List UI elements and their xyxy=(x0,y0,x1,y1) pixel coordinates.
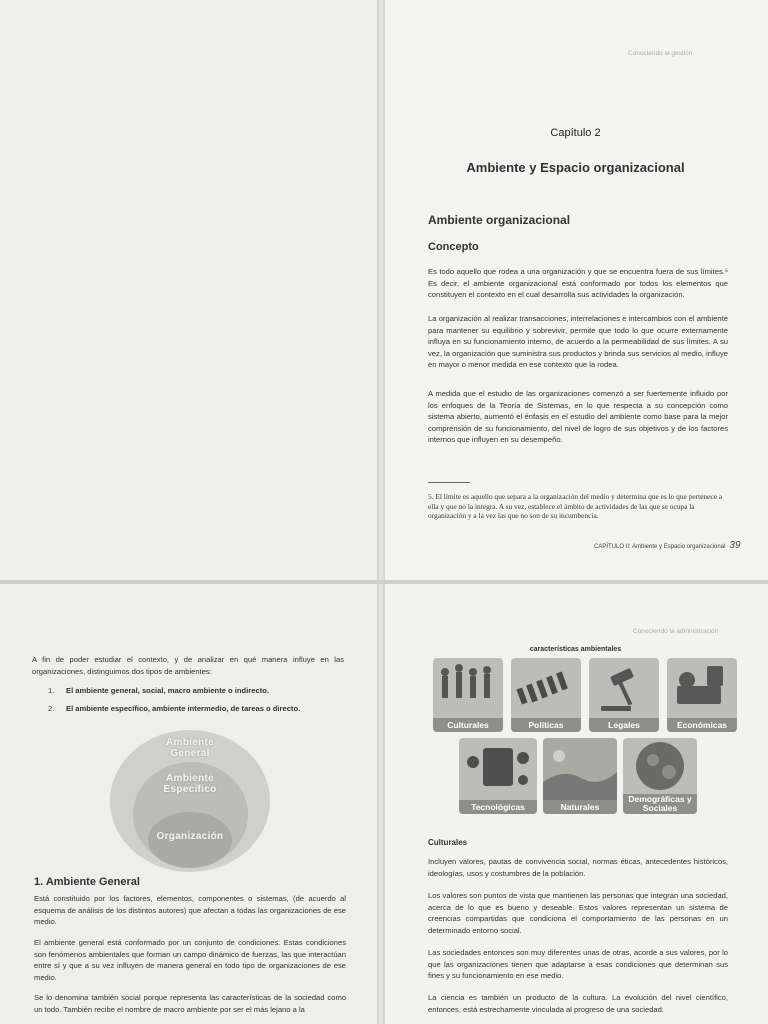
inner-label: Organización xyxy=(156,831,224,842)
page-40 xyxy=(0,582,383,1024)
blank-page-top-left xyxy=(0,0,383,582)
folio-text: CAPÍTULO II: Ambiente y Espacio organizacional xyxy=(594,544,726,550)
people-icon xyxy=(433,658,503,718)
list-number: 1. xyxy=(48,686,55,695)
chapter-label: Capítulo 2 xyxy=(550,127,601,139)
landscape-icon xyxy=(543,738,617,800)
tile-naturales xyxy=(543,738,617,814)
section-heading: Culturales xyxy=(428,838,468,847)
tile-label: Demográficas y Sociales xyxy=(623,794,697,814)
page-39 xyxy=(383,0,768,582)
outer-label: Ambiente General xyxy=(166,737,214,759)
ballot-icon xyxy=(511,658,581,718)
page-number: 39 xyxy=(729,540,741,551)
paragraph-1: Está constituido por los factores, elementos, componentes o sistemas, (de acuerdo al esquema de análisis de los distintos autores) que afectan a todas las organizaciones de ese medio. xyxy=(34,894,346,926)
footnote: 5. El límite es aquello que separa a la organización del medio y determina que es lo que pertenece a ella y que no la integra. A su vez, establece el ámbito de actividades de las que se ocupa la organización y a la vez las que no son de su incumbencia. xyxy=(428,492,723,521)
book-fold xyxy=(377,0,385,1024)
tile-culturales xyxy=(433,658,503,732)
paragraph-2: Los valores son puntos de vista que mantienen las personas que integran una sociedad, acerca de lo que es bueno y deseable. Estos valores representan un sistema de creencias compartidas que condiciona el comportamiento de las personas en un determinado entorno social. xyxy=(428,891,728,935)
paragraph-3: Se lo denomina también social porque representa las características de la sociedad como un todo. También recibe el nombre de macro ambiente por ser el más lejano a la xyxy=(34,993,346,1014)
money-icon xyxy=(667,658,737,718)
technology-icon xyxy=(459,738,537,800)
scan-divider xyxy=(0,580,768,584)
tile-label: Tecnológicas xyxy=(459,800,537,814)
tile-demograficas xyxy=(623,738,697,814)
tile-label: Económicas xyxy=(667,718,737,732)
chapter-title: Ambiente y Espacio organizacional xyxy=(466,160,685,175)
page-folio xyxy=(594,540,741,551)
globe-icon xyxy=(623,738,697,794)
tile-label: Culturales xyxy=(433,718,503,732)
list-text: El ambiente general, social, macro ambiente o indirecto. xyxy=(66,686,269,695)
figure-title: características ambientales xyxy=(529,646,622,653)
list-item-2 xyxy=(48,704,300,713)
paragraph-2: La organización al realizar transacciones, interrelaciones e intercambios con el ambiente para mantener su equilibrio y sobrevivir, permite que todo lo que ocurre externamente influya en su funcionamiento interno, de acuerdo a la permeabilidad de sus límites. A su vez, la organización que suministra sus productos y brinda sus servicios al medio, influye en mayor o menor medida en ese contexto que la rodea. xyxy=(428,314,728,369)
running-head: Conociendo la administración xyxy=(633,628,719,635)
list-text: El ambiente específico, ambiente intermedio, de tareas o directo. xyxy=(66,704,301,713)
list-item-1 xyxy=(48,686,269,695)
tile-label: Naturales xyxy=(543,800,617,814)
tile-legales xyxy=(589,658,659,732)
gavel-icon xyxy=(589,658,659,718)
section-heading: Ambiente organizacional xyxy=(428,213,571,227)
footnote-rule xyxy=(428,482,470,483)
tile-tecnologicas xyxy=(459,738,537,814)
paragraph-1: Es todo aquello que rodea a una organización y que se encuentra fuera de sus límites.⁵ Es decir, el ambiente organizacional está conformado por todos los elementos que constituyen el contexto en el cual desarrolla sus actividades la organización. xyxy=(428,267,728,299)
section-heading: 1. Ambiente General xyxy=(34,876,140,888)
list-number: 2. xyxy=(48,704,55,713)
middle-label: Ambiente Específico xyxy=(163,773,217,795)
paragraph-2: El ambiente general está conformado por un conjunto de condiciones. Estas condiciones son fenómenos ambientales que forman un campo dinámico de fuerzas, las que interactúan entre sí y que a su vez influyen de manera general en todo tipo de organizaciones de ese medio. xyxy=(34,938,346,982)
tile-label: Legales xyxy=(589,718,659,732)
intro-paragraph: A fin de poder estudiar el contexto, y de analizar en qué manera influye en las organizaciones, distinguimos dos tipos de ambientes: xyxy=(32,655,344,676)
paragraph-1: Incluyen valores, pautas de convivencia social, normas éticas, antecedentes históricos, ideologías, usos y costumbres de la población. xyxy=(428,857,728,878)
paragraph-3: Las sociedades entonces son muy diferentes unas de otras, acorde a sus valores, por lo que las organizaciones tienen que adaptarse a esas condiciones que determinan sus fines y su funcionamiento en ese medio. xyxy=(428,948,728,980)
running-head: Conociendo la gestión xyxy=(628,50,693,57)
tile-label: Políticas xyxy=(511,718,581,732)
subsection-heading: Concepto xyxy=(428,241,479,253)
paragraph-4: La ciencia es también un producto de la cultura. La evolución del nivel científico, entonces, está estrechamente vinculada al progreso de una sociedad. xyxy=(428,993,728,1014)
tile-economicas xyxy=(667,658,737,732)
tile-politicas xyxy=(511,658,581,732)
page-41 xyxy=(383,582,768,1024)
paragraph-3: A medida que el estudio de las organizaciones comenzó a ser fuertemente influido por los enfoques de la Teoría de Sistemas, en lo que respecta a su concepción como sistema abierto, aumentó el énfasis en el estudio del ambiente como base para la mejor comprensión de su funcionamiento, del nivel de logro de sus objetivos y de los factores internos que influyen en su desempeño. xyxy=(428,389,728,444)
